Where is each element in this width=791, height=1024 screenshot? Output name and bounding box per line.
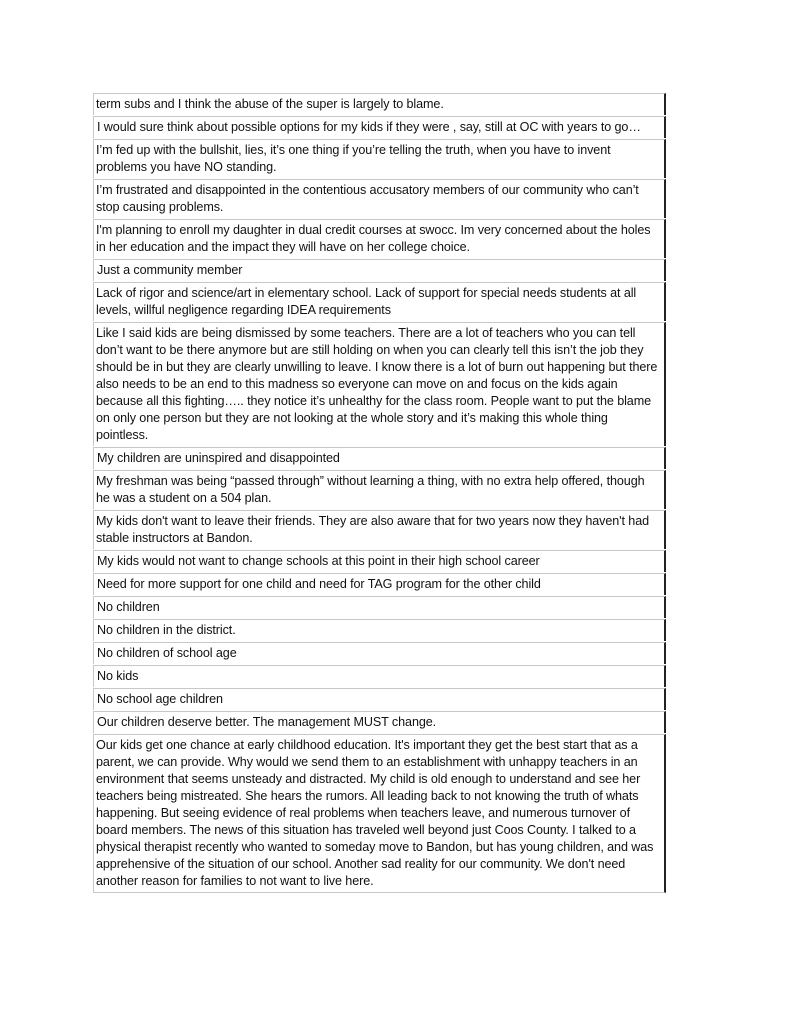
response-row: My kids don't want to leave their friends. They are also aware that for two years now they haven't had stable instructors at Bandon. xyxy=(93,510,666,549)
survey-response-table xyxy=(93,93,666,894)
response-row: term subs and I think the abuse of the super is largely to blame. xyxy=(93,93,666,115)
response-row: I would sure think about possible options for my kids if they were , say, still at OC with years to go… xyxy=(93,116,666,138)
response-row: No school age children xyxy=(93,688,666,710)
response-row: Need for more support for one child and need for TAG program for the other child xyxy=(93,573,666,595)
response-row: Our kids get one chance at early childhood education. It's important they get the best start that as a parent, we can provide. Why would we send them to an establishment with unhappy teachers in an environment that seems unsteady and distracted. My child is old enough to understand and see her teachers being mistreated. She hears the rumors. All leading back to not knowing the truth of whats happening. But seeing evidence of real problems when teachers leave, and numerous turnover of board members. The news of this situation has traveled well beyond just Coos County. I talked to a physical therapist recently who wanted to someday move to Bandon, but has young children, and was apprehensive of the situation of our school. Another sad reality for our community. We don't need another reason for families to not want to live here. xyxy=(93,734,666,893)
response-row: Like I said kids are being dismissed by some teachers. There are a lot of teachers who you can tell don’t want to be there anymore but are still holding on when you can clearly tell this isn’t the job they should be in but they are clearly unwilling to leave. I know there is a lot of burn out happening but there also needs to be an end to this madness so everyone can move on and focus on the kids again because all this fighting….. they notice it’s unhealthy for the class room. People want to put the blame on only one person but they are not looking at the whole story and it’s making this whole thing pointless. xyxy=(93,322,666,446)
response-row: I'm planning to enroll my daughter in dual credit courses at swocc. Im very concerned about the holes in her education and the impact they will have on her college choice. xyxy=(93,219,666,258)
response-row: I’m frustrated and disappointed in the contentious accusatory members of our community who can’t stop causing problems. xyxy=(93,179,666,218)
response-row: My kids would not want to change schools at this point in their high school career xyxy=(93,550,666,572)
response-row: No children in the district. xyxy=(93,619,666,641)
response-row: No children xyxy=(93,596,666,618)
response-row: I’m fed up with the bullshit, lies, it’s one thing if you’re telling the truth, when you have to invent problems you have NO standing. xyxy=(93,139,666,178)
response-row: My freshman was being “passed through” without learning a thing, with no extra help offered, though he was a student on a 504 plan. xyxy=(93,470,666,509)
response-row: Lack of rigor and science/art in elementary school. Lack of support for special needs students at all levels, willful negligence regarding IDEA requirements xyxy=(93,282,666,321)
response-row: Our children deserve better. The management MUST change. xyxy=(93,711,666,733)
response-row: Just a community member xyxy=(93,259,666,281)
response-row: No children of school age xyxy=(93,642,666,664)
response-row: My children are uninspired and disappointed xyxy=(93,447,666,469)
response-row: No kids xyxy=(93,665,666,687)
